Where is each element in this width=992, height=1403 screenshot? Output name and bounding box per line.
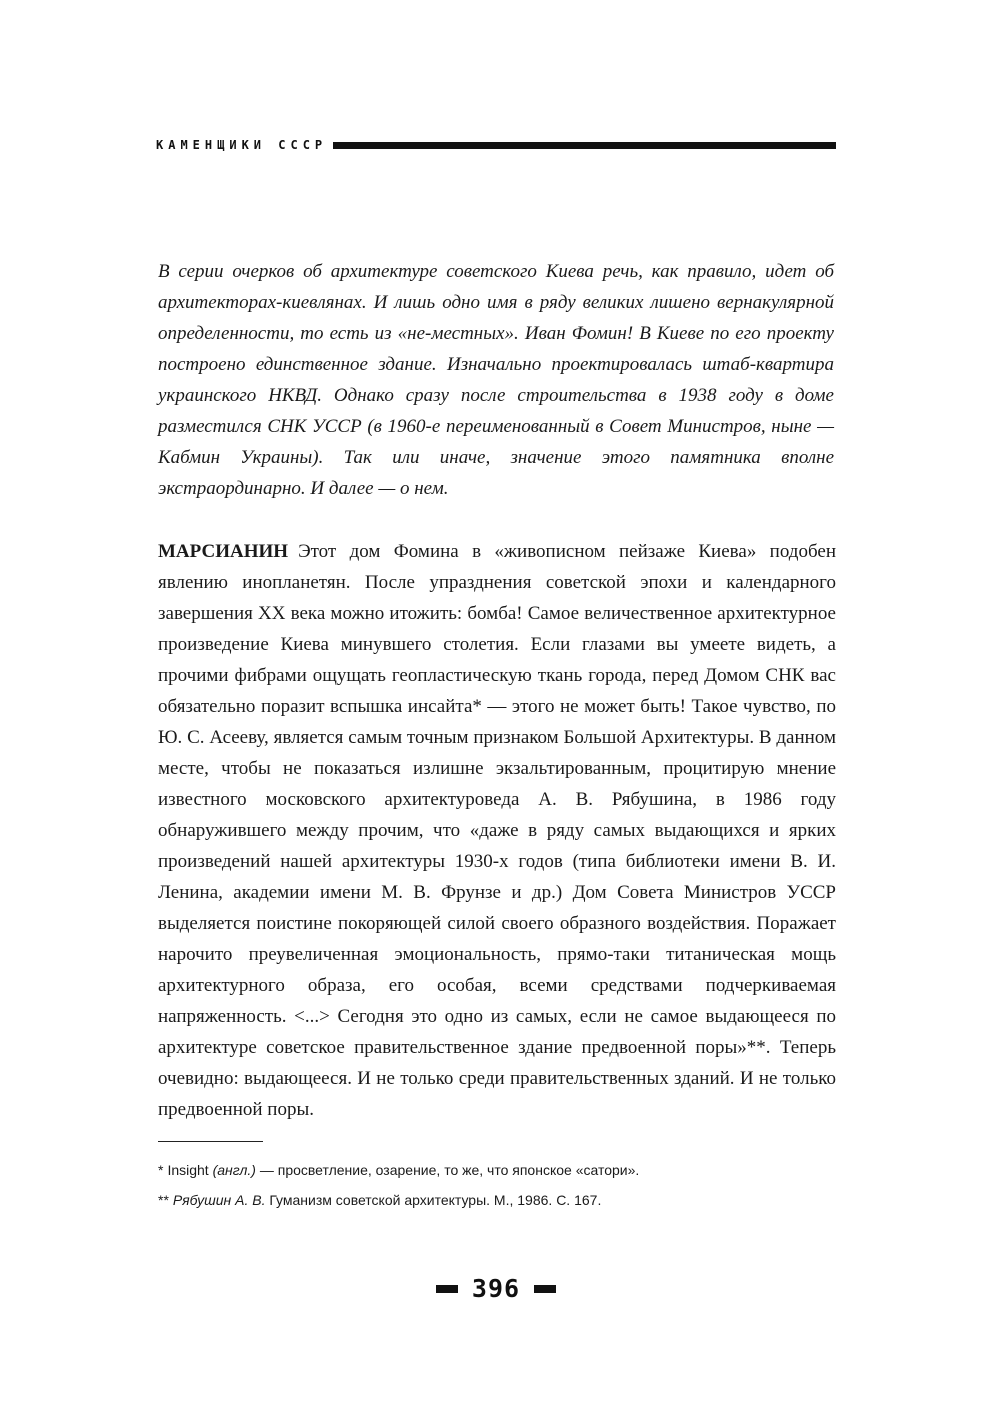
footnote-separator [158, 1141, 263, 1142]
running-header [156, 135, 836, 155]
footnote-1-term: Insight [167, 1162, 209, 1178]
intro-paragraph: В серии очерков об архитектуре советского Киева речь, как правило, идет об архитекторах-киевлянах. И лишь одно имя в ряду великих лишено вернакулярной определенности, то есть из «не-местных». Иван Фомин! В Киеве по его проекту построено единственное здание. Изначально проектировалась штаб-квартира украинского НКВД. Однако сразу после строительства в 1938 году в доме разместился СНК УССР (в 1960-е переименованный в Совет Министров, ныне — Кабмин Украины). Так или иначе, значение этого памятника вполне экстраординарно. И далее — о нем. [158, 261, 834, 499]
page-number: 396 [471, 1274, 521, 1303]
footnote-2-mark: ** [158, 1192, 169, 1208]
footnote-1-text: — просветление, озарение, то же, что японское «сатори». [259, 1162, 640, 1178]
running-title: КАМЕНЩИКИ СССР [156, 138, 328, 152]
footnote-1-mark: * [158, 1162, 164, 1178]
section-body: Этот дом Фомина в «живописном пейзаже Киева» подобен явлению инопланетян. После упразднения советской эпохи и календарного завершения XX века можно итожить: бомба! Самое величественное архитектурное произведение Киева минувшего столетия. Если глазами вы умеете видеть, а прочими фибрами ощущать геопластическую ткань города, перед Домом СНК вас обязательно поразит вспышка инсайта* — этого не может быть! Такое чувство, по Ю. С. Асееву, является самым точным признаком Большой Архитектуры. В данном месте, чтобы не показаться излишне экзальтированным, процитирую мнение известного московского архитектуроведа А. В. Рябушина, в 1986 году обнаружившего между прочим, что «даже в ряду самых выдающихся и ярких произведений нашей архитектуры 1930-х годов (типа библиотеки имени В. И. Ленина, академии имени М. В. Фрунзе и др.) Дом Совета Министров УССР выделяется поистине покоряющей силой своего образного воздействия. Поражает нарочито преувеличенная эмоциональность, прямо-таки титаническая мощь архитектурного образа, его особая, всеми средствами подчеркиваемая напряженность. <...> Сегодня это одно из самых, если не самое выдающееся по архитектуре советское правительственное здание предвоенной поры»**. Теперь очевидно: выдающееся. И не только среди правительственных зданий. И не только предвоенной поры. [158, 541, 836, 1120]
page-number-left-bar [436, 1285, 458, 1293]
page-number-footer [0, 1274, 992, 1303]
footnote-1 [158, 1160, 836, 1180]
footnote-1-lang: (англ.) [212, 1162, 256, 1178]
section-paragraph [158, 536, 836, 1125]
footnote-2 [158, 1190, 836, 1210]
section-title: МАРСИАНИН [158, 541, 289, 562]
header-rule [333, 142, 836, 149]
footnote-2-author: Рябушин А. В. [172, 1192, 266, 1208]
footnote-2-text: Гуманизм советской архитектуры. М., 1986. С. 167. [269, 1192, 602, 1208]
page-number-right-bar [534, 1285, 556, 1293]
